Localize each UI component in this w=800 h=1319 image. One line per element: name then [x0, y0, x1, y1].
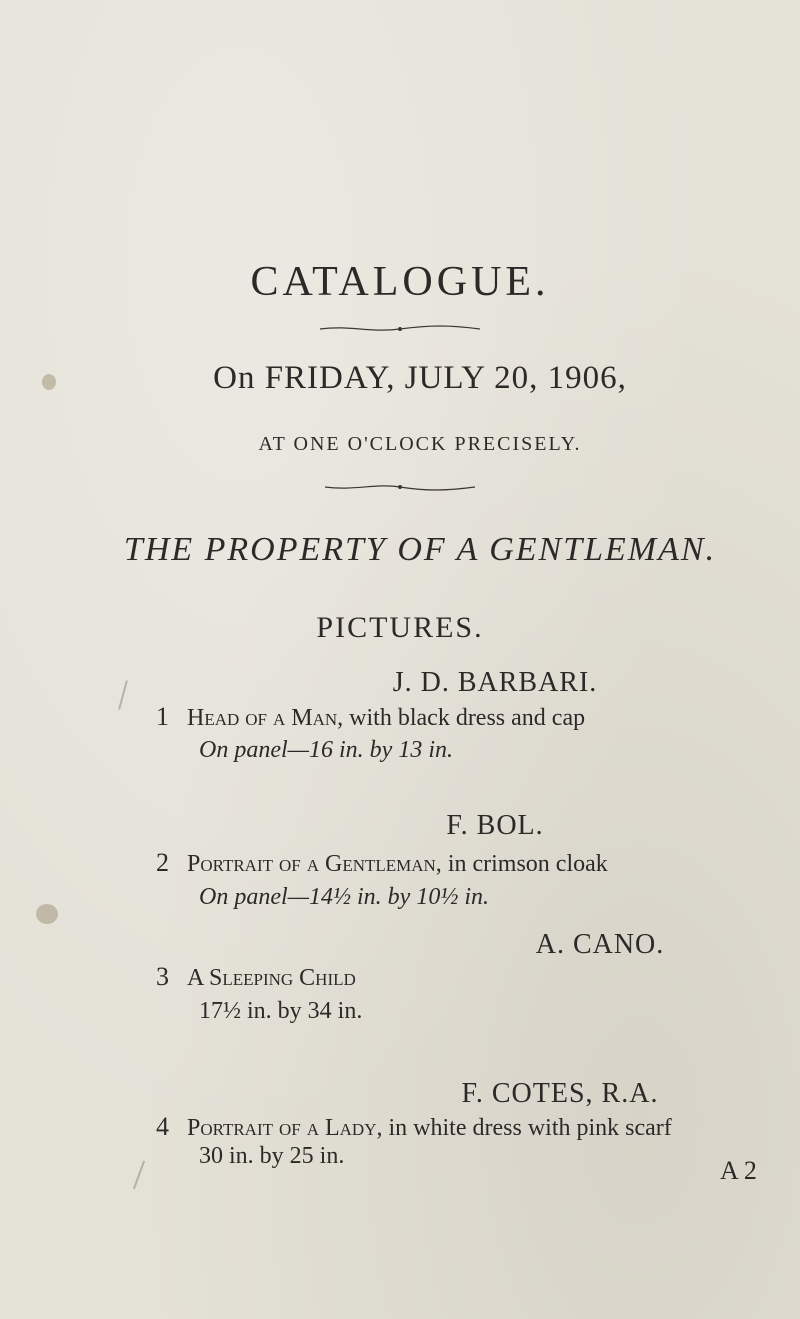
ornament-divider [300, 480, 500, 498]
ornament-divider [300, 322, 500, 340]
lot-number: 3 [156, 962, 169, 991]
ink-blot-mark [36, 904, 58, 924]
pencil-mark [133, 1161, 145, 1190]
section-heading: PICTURES. [316, 611, 484, 644]
lot-artist: A. CANO. [535, 929, 665, 960]
sale-time: AT ONE O'CLOCK PRECISELY. [258, 433, 582, 455]
pencil-mark [118, 680, 128, 709]
lot-artist: F. COTES, R.A. [461, 1078, 659, 1109]
property-heading: THE PROPERTY OF A GENTLEMAN. [123, 531, 717, 568]
catalogue-title: CATALOGUE. [250, 259, 550, 305]
lot-entry [156, 848, 608, 878]
signature-mark: A 2 [720, 1156, 757, 1185]
lot-title: Head of a Man, [187, 705, 344, 731]
lot-entry [156, 962, 356, 992]
sale-date: On FRIDAY, JULY 20, 1906, [213, 360, 627, 396]
lot-description: in crimson cloak [441, 851, 608, 877]
lot-artist: F. BOL. [446, 810, 544, 841]
lot-number: 1 [156, 702, 169, 731]
lot-detail: 17½ in. by 34 in. [199, 998, 363, 1024]
lot-number: 2 [156, 848, 169, 877]
lot-title: Portrait of a Gentleman, [187, 851, 442, 877]
lot-entry [156, 1112, 672, 1142]
lot-detail: On panel—14½ in. by 10½ in. [199, 884, 489, 910]
ink-blot-mark [42, 374, 56, 390]
lot-number: 4 [156, 1112, 169, 1141]
lot-title: A Sleeping Child [187, 965, 356, 991]
lot-entry [156, 702, 585, 732]
lot-detail: On panel—16 in. by 13 in. [199, 737, 453, 763]
lot-description: with black dress and cap [343, 705, 586, 731]
lot-title: Portrait of a Lady, [187, 1115, 383, 1141]
lot-description: in white dress with pink scarf [382, 1115, 672, 1141]
lot-artist: J. D. BARBARI. [392, 667, 598, 698]
lot-detail: 30 in. by 25 in. [199, 1143, 345, 1169]
